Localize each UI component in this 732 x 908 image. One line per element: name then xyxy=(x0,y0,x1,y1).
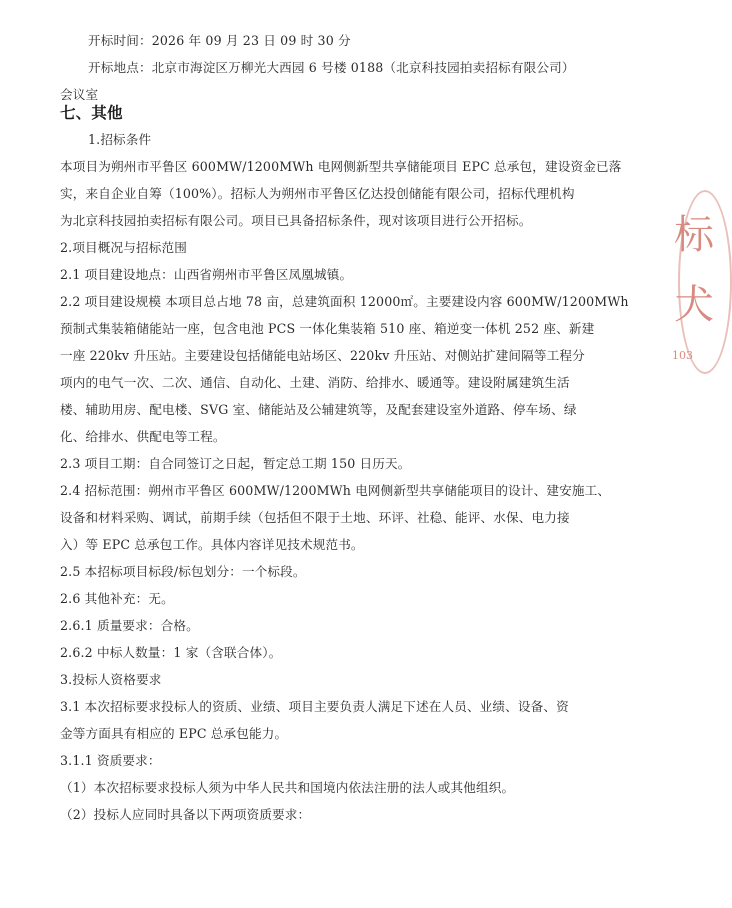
bid-opening-location-cont: 会议室 xyxy=(60,87,99,102)
clause-3-1-1: 3.1.1 资质要求： xyxy=(60,753,161,768)
paragraph-line: 为北京科技园拍卖招标有限公司。项目已具备招标条件，现对该项目进行公开招标。 xyxy=(60,213,532,228)
paragraph-line: 化、给排水、供配电等工程。 xyxy=(60,429,226,444)
qualification-item-1: （1）本次招标要求投标人须为中华人民共和国境内依法注册的法人或其他组织。 xyxy=(60,780,515,795)
seal-char: 标 xyxy=(674,212,714,258)
paragraph-line: 项内的电气一次、二次、通信、自动化、土建、消防、给排水、暖通等。建设附属建筑生活 xyxy=(60,375,570,390)
clause-2-4: 2.4 招标范围：朔州市平鲁区 600MW/1200MWh 电网侧新型共享储能项目的设计、建安施工、 xyxy=(60,483,611,498)
bid-opening-time: 开标时间：2026 年 09 月 23 日 09 时 30 分 xyxy=(88,33,351,48)
paragraph-line: 本项目为朔州市平鲁区 600MW/1200MWh 电网侧新型共享储能项目 EPC 总承包，建设资金已落 xyxy=(60,159,622,174)
subheading-bidder-qualifications: 3.投标人资格要求 xyxy=(60,672,162,687)
bid-opening-location: 开标地点：北京市海淀区万柳光大西园 6 号楼 0188（北京科技园拍卖招标有限公司） xyxy=(88,60,575,75)
clause-3-1: 3.1 本次招标要求投标人的资质、业绩、项目主要负责人满足下述在人员、业绩、设备、资 xyxy=(60,699,569,714)
section-heading-other: 七、其他 xyxy=(60,103,123,122)
paragraph-line: 实，来自企业自筹（100%）。招标人为朔州市平鲁区亿达投创储能有限公司，招标代理机构 xyxy=(60,186,575,201)
clause-2-1: 2.1 项目建设地点：山西省朔州市平鲁区凤凰城镇。 xyxy=(60,267,353,282)
paragraph-line: 预制式集装箱储能站一座，包含电池 PCS 一体化集装箱 510 座、箱逆变一体机 252 座、新建 xyxy=(60,321,595,336)
clause-2-6-1: 2.6.1 质量要求：合格。 xyxy=(60,618,199,633)
clause-2-2: 2.2 项目建设规模 本项目总占地 78 亩，总建筑面积 12000㎡。主要建设内容 600MW/1200MWh xyxy=(60,294,629,309)
clause-2-5: 2.5 本招标项目标段/标包划分：一个标段。 xyxy=(60,564,306,579)
paragraph-line: 入）等 EPC 总承包工作。具体内容详见技术规范书。 xyxy=(60,537,364,552)
subheading-project-overview: 2.项目概况与招标范围 xyxy=(60,240,188,255)
paragraph-line: 楼、辅助用房、配电楼、SVG 室、储能站及公辅建筑等，及配套建设室外道路、停车场、绿 xyxy=(60,402,577,417)
seal-char: 犬 xyxy=(674,282,714,328)
clause-2-6: 2.6 其他补充：无。 xyxy=(60,591,174,606)
clause-2-3: 2.3 项目工期：自合同签订之日起，暂定总工期 150 日历天。 xyxy=(60,456,411,471)
seal-number: 103 xyxy=(672,349,693,362)
subheading-tender-conditions: 1.招标条件 xyxy=(88,132,152,147)
paragraph-line: 金等方面具有相应的 EPC 总承包能力。 xyxy=(60,726,288,741)
clause-2-6-2: 2.6.2 中标人数量：1 家（含联合体）。 xyxy=(60,645,282,660)
paragraph-line: 一座 220kv 升压站。主要建设包括储能电站场区、220kv 升压站、对侧站扩建间隔等工程分 xyxy=(60,348,585,363)
qualification-item-2: （2）投标人应同时具备以下两项资质要求： xyxy=(60,807,311,822)
paragraph-line: 设备和材料采购、调试，前期手续（包括但不限于土地、环评、社稳、能评、水保、电力接 xyxy=(60,510,570,525)
